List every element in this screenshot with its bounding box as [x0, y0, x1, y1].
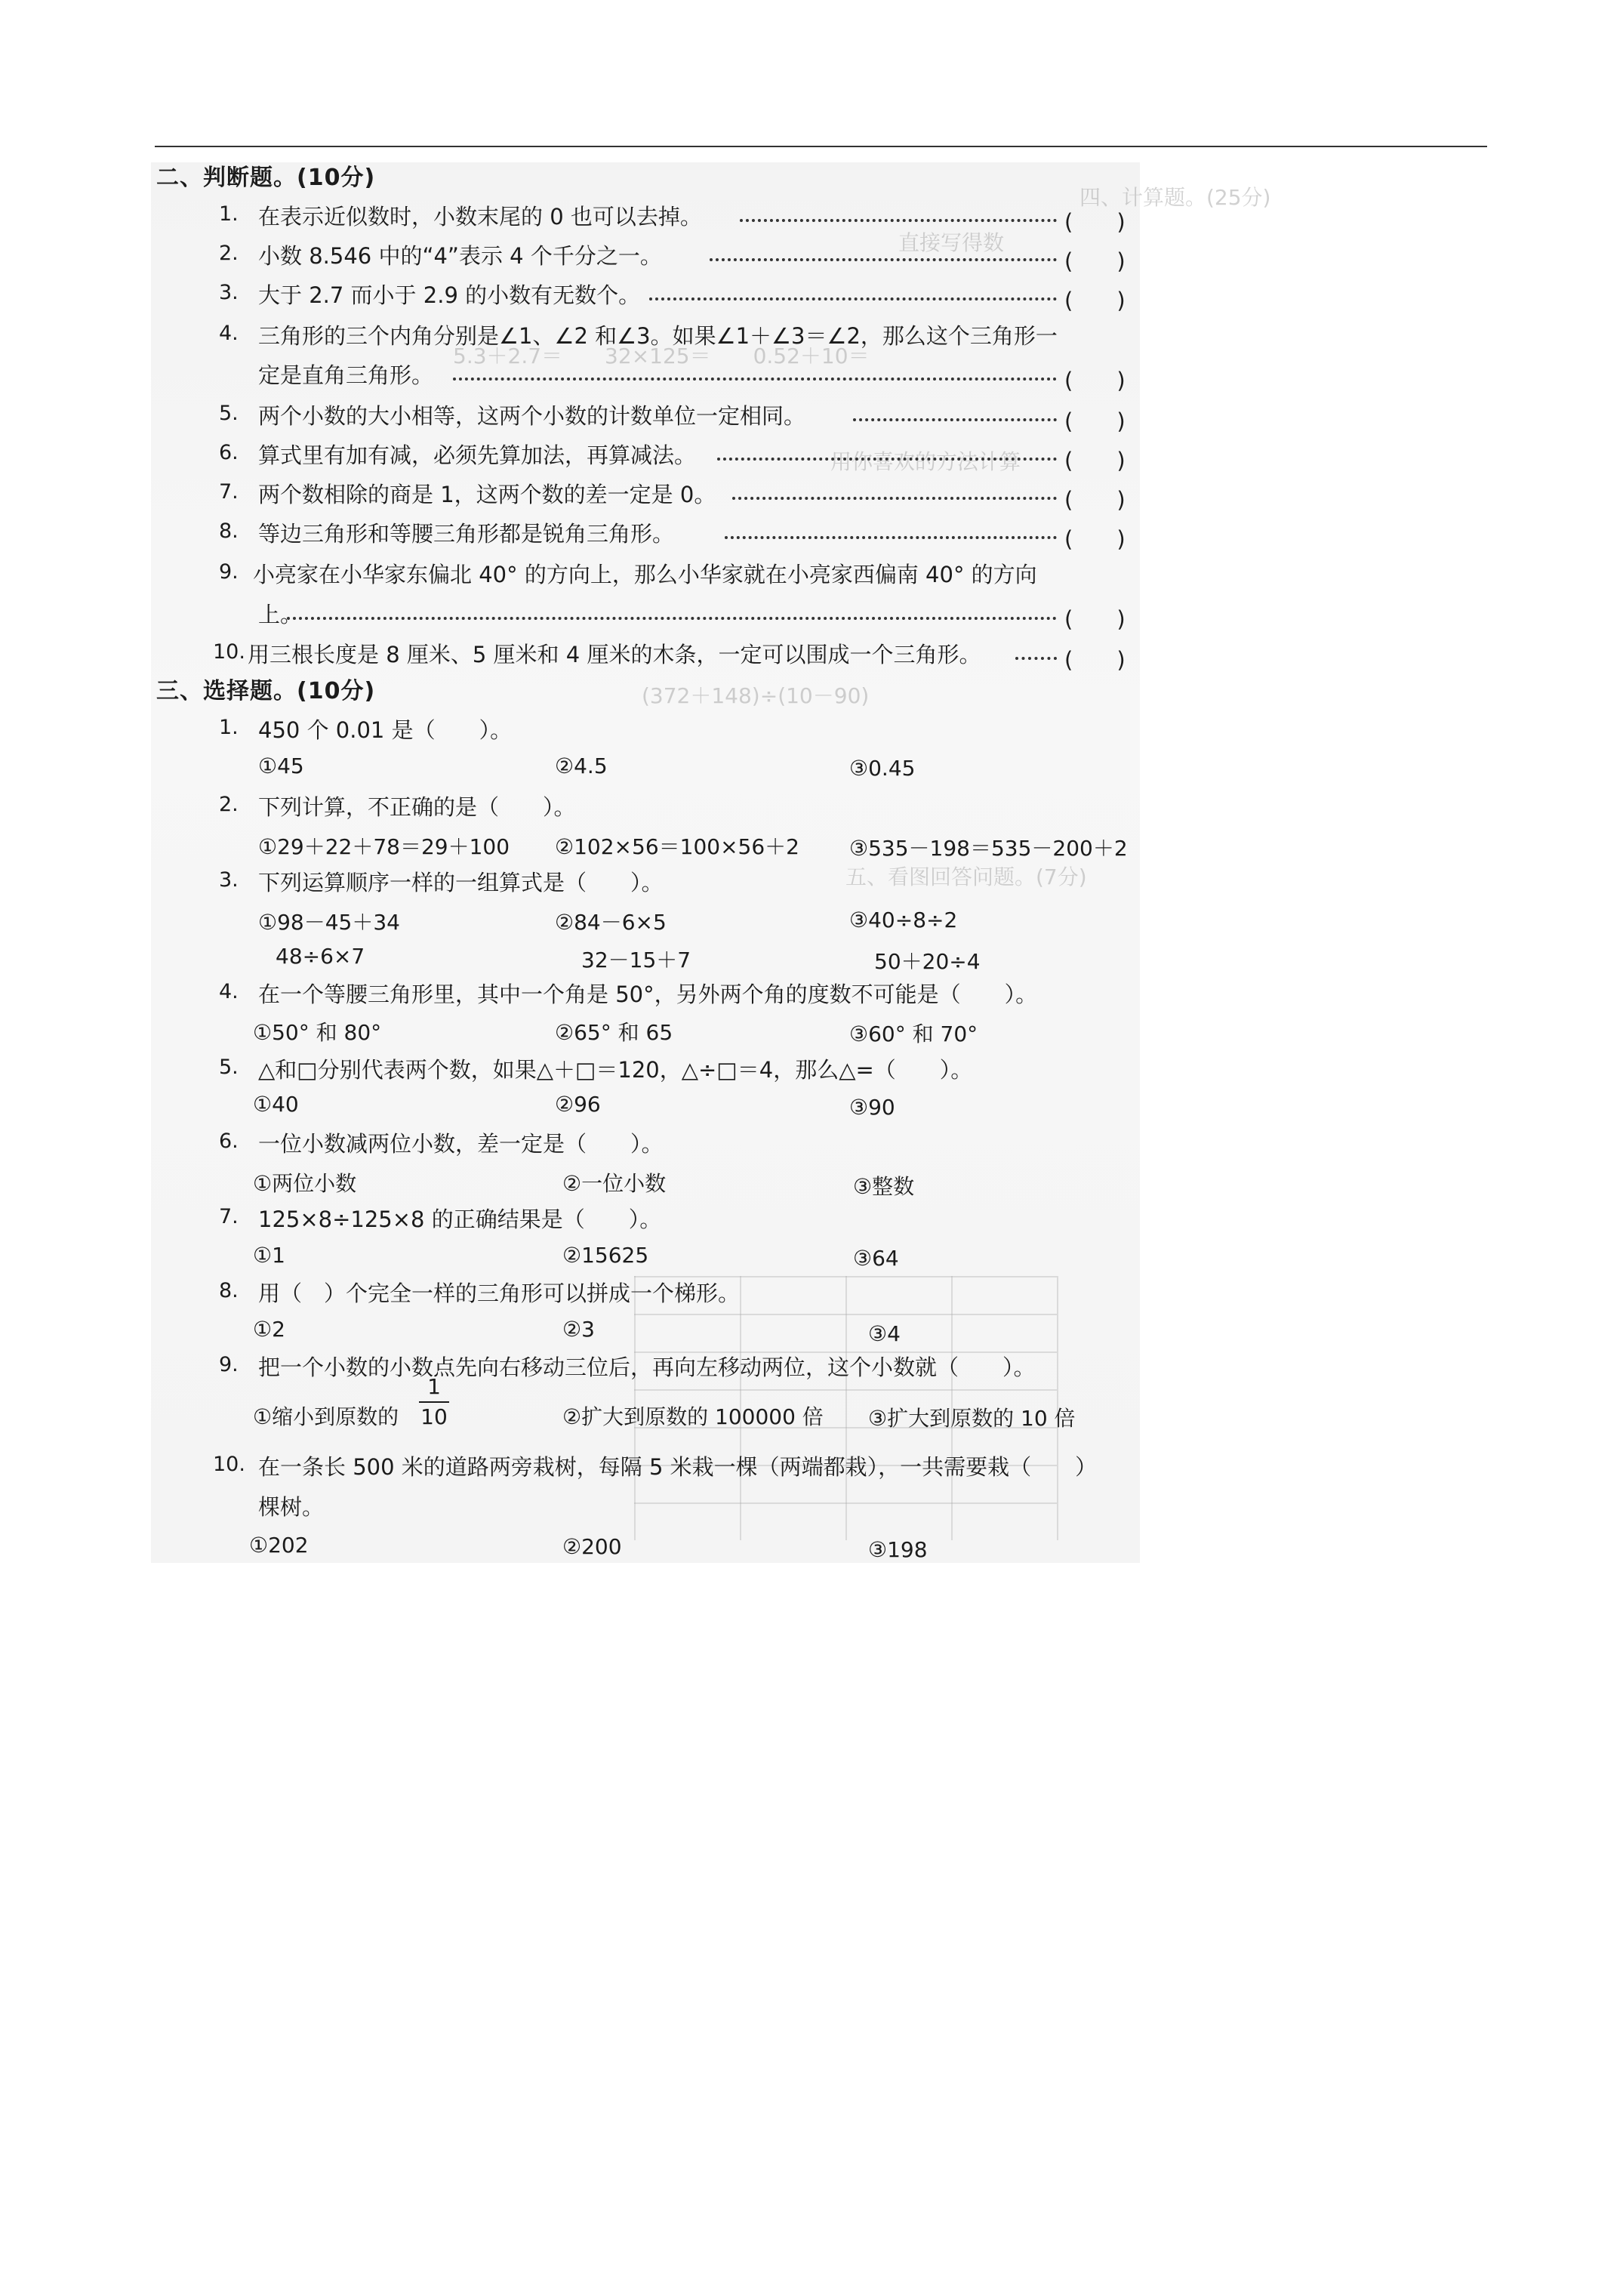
tf-item-number: 3.: [219, 281, 239, 304]
mc-option-b[interactable]: ②15625: [562, 1243, 649, 1268]
mc-question-text: 下列计算，不正确的是（ ）。: [258, 794, 576, 820]
dotted-leader: [649, 282, 1057, 300]
tf-item-text: 小亮家在小华家东偏北 40° 的方向上，那么小华家就在小亮家西偏南 40° 的方向: [253, 562, 1037, 587]
fraction-numerator: 1: [427, 1374, 441, 1399]
mc-question-text: 把一个小数的小数点先向右移动三位后，再向左移动两位，这个小数就（ ）。: [258, 1354, 1036, 1380]
tf-item-number: 9.: [219, 560, 239, 584]
mc-option-c[interactable]: ③535－198＝535－200＋2: [849, 836, 1128, 861]
mc-option-b[interactable]: ②3: [562, 1317, 595, 1342]
mc-question-number: 9.: [219, 1353, 239, 1376]
fraction-bar: [419, 1401, 449, 1403]
tf-item-number: 7.: [219, 480, 239, 504]
answer-blank[interactable]: ( ): [1064, 448, 1126, 473]
section-title-multiple-choice: 三、选择题。(10分): [156, 678, 376, 704]
mc-option-b[interactable]: ②4.5: [555, 754, 608, 778]
tf-item-text: 小数 8.546 中的“4”表示 4 个千分之一。: [258, 243, 662, 269]
mc-question-number: 2.: [219, 793, 239, 816]
mc-option-c[interactable]: ③64: [853, 1246, 899, 1271]
answer-blank[interactable]: ( ): [1064, 408, 1126, 434]
mc-question-number: 3.: [219, 868, 239, 892]
mc-option-b[interactable]: ②96: [555, 1092, 601, 1117]
section-title-true-false: 二、判断题。(10分): [156, 165, 376, 191]
tf-item-number: 6.: [219, 441, 239, 464]
dotted-leader: [453, 362, 1057, 381]
mc-question-text: 在一条长 500 米的道路两旁栽树，每隔 5 米栽一棵（两端都栽），一共需要栽（ ）: [258, 1454, 1098, 1480]
mc-question-text-continued: 棵树。: [258, 1494, 325, 1520]
mc-question-number: 8.: [219, 1279, 239, 1302]
header-rule: [155, 146, 1487, 147]
mc-option-a[interactable]: ①两位小数: [253, 1171, 357, 1196]
mc-question-number: 5.: [219, 1056, 239, 1079]
dotted-leader: [717, 442, 1057, 461]
mc-option-b[interactable]: ②扩大到原数的 100000 倍: [562, 1404, 824, 1429]
mc-question-number: 10.: [213, 1453, 245, 1476]
bleed-through-text: 四、计算题。(25分): [1079, 185, 1271, 210]
mc-option-a[interactable]: ①45: [258, 754, 304, 778]
mc-question-number: 6.: [219, 1130, 239, 1153]
mc-question-number: 4.: [219, 980, 239, 1003]
tf-item-text: 两个小数的大小相等，这两个小数的计数单位一定相同。: [258, 403, 806, 429]
bleed-through-text: 五、看图回答问题。(7分): [845, 864, 1087, 889]
mc-option-a[interactable]: ①202: [249, 1533, 309, 1558]
mc-question-text: 下列运算顺序一样的一组算式是（ ）。: [258, 870, 664, 895]
mc-question-text: △和□分别代表两个数，如果△＋□＝120，△÷□＝4，那么△=（ ）。: [258, 1057, 973, 1083]
mc-option-c[interactable]: ③4: [868, 1321, 901, 1346]
mc-option-c[interactable]: ③整数: [853, 1174, 915, 1199]
mc-option-b[interactable]: ②200: [562, 1534, 622, 1559]
mc-option-c[interactable]: ③0.45: [849, 756, 916, 781]
answer-blank[interactable]: ( ): [1064, 368, 1126, 393]
mc-question-number: 7.: [219, 1205, 239, 1228]
answer-blank[interactable]: ( ): [1064, 248, 1126, 274]
answer-blank[interactable]: ( ): [1064, 606, 1126, 632]
answer-blank[interactable]: ( ): [1064, 209, 1126, 235]
tf-item-number: 2.: [219, 242, 239, 265]
tf-item-number: 10.: [213, 640, 245, 664]
mc-option-c[interactable]: ③扩大到原数的 10 倍: [868, 1406, 1076, 1431]
tf-item-text: 两个数相除的商是 1，这两个数的差一定是 0。: [258, 482, 716, 507]
mc-question-text: 用（ ）个完全一样的三角形可以拼成一个梯形。: [258, 1281, 741, 1306]
tf-item-text: 用三根长度是 8 厘米、5 厘米和 4 厘米的木条，一定可以围成一个三角形。: [248, 642, 981, 667]
fraction-one-tenth: [419, 1374, 449, 1430]
mc-option-b[interactable]: ②一位小数: [562, 1171, 667, 1196]
mc-question-number: 1.: [219, 716, 239, 739]
fraction-denominator: 10: [420, 1404, 448, 1429]
mc-option-c[interactable]: ③40÷8÷2: [849, 908, 958, 932]
mc-option-a-line2: 48÷6×7: [276, 944, 365, 969]
dotted-leader: [710, 243, 1057, 261]
mc-option-a[interactable]: ①缩小到原数的: [253, 1404, 399, 1429]
bleed-through-grid: [845, 1276, 847, 1540]
mc-option-c[interactable]: ③60° 和 70°: [849, 1022, 978, 1046]
answer-blank[interactable]: ( ): [1064, 487, 1126, 513]
mc-option-b-line2: 32－15＋7: [581, 948, 691, 972]
dotted-leader: [287, 602, 1057, 620]
tf-item-number: 8.: [219, 519, 239, 543]
mc-question-text: 125×8÷125×8 的正确结果是（ ）。: [258, 1207, 662, 1232]
tf-item-text: 在表示近似数时，小数末尾的 0 也可以去掉。: [258, 204, 702, 230]
mc-question-text: 一位小数减两位小数，差一定是（ ）。: [258, 1131, 664, 1157]
answer-blank[interactable]: ( ): [1064, 647, 1126, 673]
mc-option-b[interactable]: ②65° 和 65: [555, 1020, 673, 1045]
dotted-leader: [732, 482, 1057, 500]
mc-option-c-line2: 50＋20÷4: [874, 949, 981, 974]
mc-question-text: 在一个等腰三角形里，其中一个角是 50°，另外两个角的度数不可能是（ ）。: [258, 982, 1038, 1007]
mc-option-a[interactable]: ①1: [253, 1243, 285, 1268]
mc-option-b[interactable]: ②84－6×5: [555, 910, 667, 935]
tf-item-number: 1.: [219, 202, 239, 226]
dotted-leader: [853, 403, 1057, 421]
mc-option-c[interactable]: ③90: [849, 1095, 895, 1120]
tf-item-text: 大于 2.7 而小于 2.9 的小数有无数个。: [258, 282, 641, 308]
dotted-leader: [725, 521, 1057, 539]
mc-option-a[interactable]: ①2: [253, 1317, 285, 1342]
dotted-leader: [740, 204, 1057, 222]
bleed-through-text: 5.3＋2.7＝ 32×125＝ 0.52＋10＝: [453, 344, 870, 368]
dotted-leader: [1015, 642, 1057, 660]
tf-item-number: 4.: [219, 322, 239, 345]
tf-item-text-continued: 上。: [258, 602, 303, 627]
mc-option-a[interactable]: ①50° 和 80°: [253, 1020, 382, 1045]
mc-option-b[interactable]: ②102×56＝100×56＋2: [555, 834, 799, 859]
mc-question-text: 450 个 0.01 是（ ）。: [258, 717, 513, 743]
bleed-through-text: 用你喜欢的方法计算: [830, 449, 1021, 474]
tf-item-text: 等边三角形和等腰三角形都是锐角三角形。: [258, 521, 675, 547]
mc-option-a[interactable]: ①98－45＋34: [258, 910, 400, 935]
mc-option-a[interactable]: ①29＋22＋78＝29＋100: [258, 834, 510, 859]
bleed-through-text: 直接写得数: [898, 230, 1005, 255]
tf-item-text: 算式里有加有减，必须先算加法，再算减法。: [258, 442, 697, 468]
tf-item-text: 三角形的三个内角分别是∠1、∠2 和∠3。如果∠1＋∠3＝∠2，那么这个三角形一: [258, 323, 1058, 349]
bleed-through-text: (372＋148)÷(10－90): [642, 683, 870, 708]
answer-blank[interactable]: ( ): [1064, 288, 1126, 313]
mc-option-c[interactable]: ③198: [868, 1537, 928, 1562]
answer-blank[interactable]: ( ): [1064, 526, 1126, 552]
tf-item-text-continued: 定是直角三角形。: [258, 362, 434, 388]
mc-option-a[interactable]: ①40: [253, 1092, 299, 1117]
tf-item-number: 5.: [219, 402, 239, 425]
